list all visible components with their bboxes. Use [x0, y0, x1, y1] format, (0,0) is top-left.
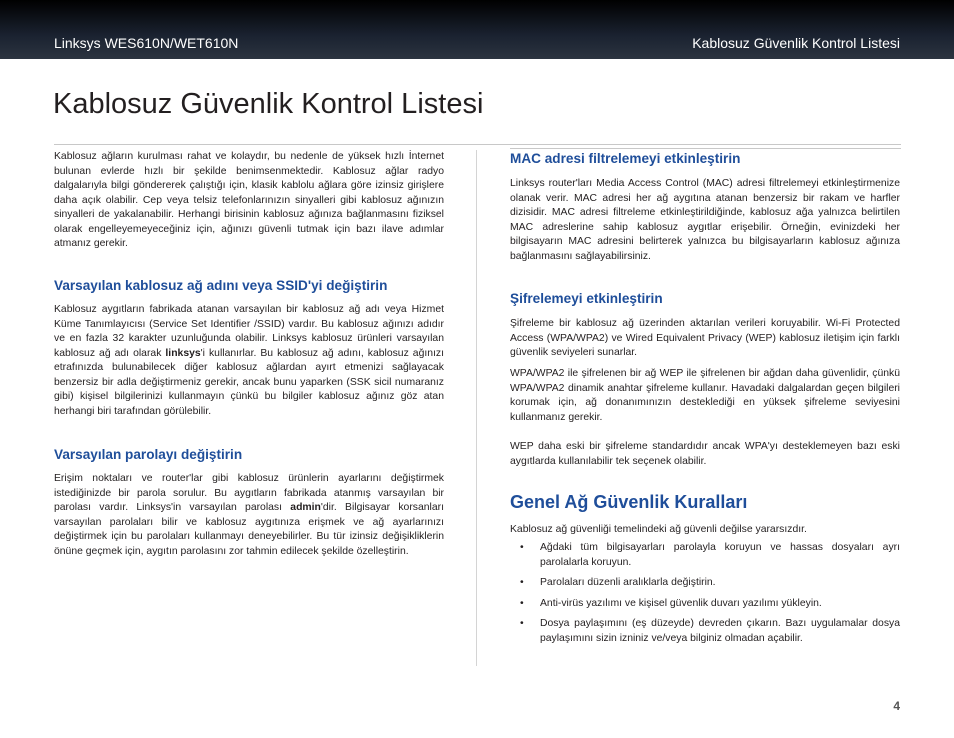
section-heading-mac: MAC adresi filtrelemeyi etkinleştirin — [510, 151, 741, 166]
bullet-icon: • — [520, 618, 524, 629]
mac-paragraph: Linksys router'ları Media Access Control (MAC) adresi filtrelemeyi etkinleştirmenize olanak verir. MAC adresi her ağ aygıtına atanan benzersiz bir rakam ve harfler dizisidir. MAC adresi filtreleme etkinleştirildiğinde, kablosuz ağa yalnızca belirtilen MAC adreslerine sahip kablosuz aygıtlar erişebilir. Örneğin, evinizdeki her bilgisayarın MAC adresini belirterek yalnızca bu bilgisayarların kablosuz ağınıza bağlanmasını sağlayabilirsiniz. — [510, 178, 900, 262]
divider-top-right — [510, 148, 901, 149]
password-paragraph: Erişim noktaları ve router'lar gibi kablosuz ürünlerin ayarlarını değiştirmek istediğinizde bir parola sorulur. Bu aygıtların fabrikada atanmış varsayılan bir parolası vardır. Linksys'in varsayılan parolası admin'dir. Bilgisayar korsanları varsayılan parolaları bilir ve kablosuz aygıtınıza erişmek ve ağ ayarlarınızı değiştirmek için bu parolaları kullanmayı deneyebilirler. Bu tür izinsiz değişikliklerin önüne geçmek için, aygıtın parolasını zor tahmin edilecek şekilde özelleştirin. — [54, 473, 444, 557]
default-password: admin — [290, 502, 321, 513]
divider-top — [54, 144, 901, 145]
section-heading-general-rules: Genel Ağ Güvenlik Kuralları — [510, 492, 748, 512]
encryption-paragraph-3: WEP daha eski bir şifreleme standardıdır ancak WPA'yı desteklemeyen bazı eski aygıtlarda kullanılabilir tek seçenek olabilir. — [510, 441, 900, 467]
section-heading-encryption: Şifrelemeyi etkinleştirin — [510, 291, 663, 306]
column-divider — [476, 150, 477, 666]
list-item: • Parolaları düzenli aralıklarla değiştirin. — [510, 576, 900, 591]
general-rules-intro: Kablosuz ağ güvenliği temelindeki ağ güvenli değilse yararsızdır. — [510, 524, 807, 535]
page-title: Kablosuz Güvenlik Kontrol Listesi — [53, 88, 484, 120]
ssid-default-name: linksys — [165, 347, 201, 359]
bullet-icon: • — [520, 597, 524, 609]
list-item: • Dosya paylaşımını (eş düzeyde) devreden çıkarın. Bazı uygulamalar dosya paylaşımını sizin izniniz ve/veya bilginiz olmadan açabilir. — [520, 618, 900, 644]
header-product: Linksys WES610N/WET610N — [54, 35, 239, 51]
header-section: Kablosuz Güvenlik Kontrol Listesi — [692, 35, 900, 51]
page-number: 4 — [893, 699, 900, 713]
encryption-paragraph-2: WPA/WPA2 ile şifrelenen bir ağ WEP ile şifrelenen bir ağdan daha güvenlidir, çünkü WPA/WPA2 dinamik anahtar şifreleme kullanır. Havadaki dalgalardan geçen bilgileri korumak için, ağ donanımınızın desteklediği en yüksek şifreleme seviyesini kullanmanız gerekir. — [510, 368, 900, 423]
list-item: • Anti-virüs yazılımı ve kişisel güvenlik duvarı yazılımı yükleyin. — [510, 597, 900, 612]
list-item: • Ağdaki tüm bilgisayarları parolayla koruyun ve hassas dosyaları ayrı parolalarla koruyun. — [520, 542, 900, 568]
bullet-icon: • — [520, 577, 524, 588]
bullet-icon: • — [520, 542, 524, 553]
header-bar — [0, 0, 954, 59]
ssid-paragraph: Kablosuz aygıtların fabrikada atanan varsayılan bir kablosuz ağ adı veya Hizmet Küme Tanımlayıcısı (Service Set Identifier /SSID) vardır. Bu kablosuz ağınızı adıdır ve en fazla 32 karakter uzunluğunda olabilir. Linksys kablosuz ürünleri varsayılan kablosuz ağ adı olarak linksys'i kullanırlar. Bu kablosuz ağ adını, kablosuz ağınızı etrafınızda bulunabilecek diğer kablosuz ağlardan ayırt etmenizi sağlayacak benzersiz bir adla değiştirmeniz gerekir, ancak bunu yaparken (SSK sicil numaranız gibi) kişisel bilgilerinizi kullanmayın çünkü bu bilgiler kablosuz ağınız göz atan herhangi biri tarafından görülebilir. — [54, 304, 444, 417]
section-heading-ssid: Varsayılan kablosuz ağ adını veya SSID'yi değiştirin — [54, 278, 388, 293]
intro-paragraph: Kablosuz ağların kurulması rahat ve kolaydır, bu nedenle de yüksek hızlı İnternet bulunan evlerde hızlı bir şekilde benimsenmektedir. Kablosuz ağlar radyo dalgalarıyla bilgi göndererek çalıştığı için, klasik kablolu ağlara göre izinsiz girişlere daha açık olabilir. Cep veya telsiz telefonlarınızın sinyalleri gibi kablosuz ağınızın sinyalleri de yakalanabilir. Herhangi birisinin kablosuz ağınıza bağlanmasını fiziksel olarak engelleyemeyeceğiniz için, ağınızı güvenli tutmak için bazı ilave adımlar atmanız gerekir. — [54, 151, 444, 249]
security-rules-list — [510, 541, 900, 652]
encryption-paragraph-1: Şifreleme bir kablosuz ağ üzerinden aktarılan verileri koruyabilir. Wi-Fi Protected Access (WPA/WPA2) ve Wired Equivalent Privacy (WEP) kablosuz iletişim için farklı güvenlik seviyeleri sunarlar. — [510, 318, 900, 358]
section-heading-password: Varsayılan parolayı değiştirin — [54, 447, 243, 462]
